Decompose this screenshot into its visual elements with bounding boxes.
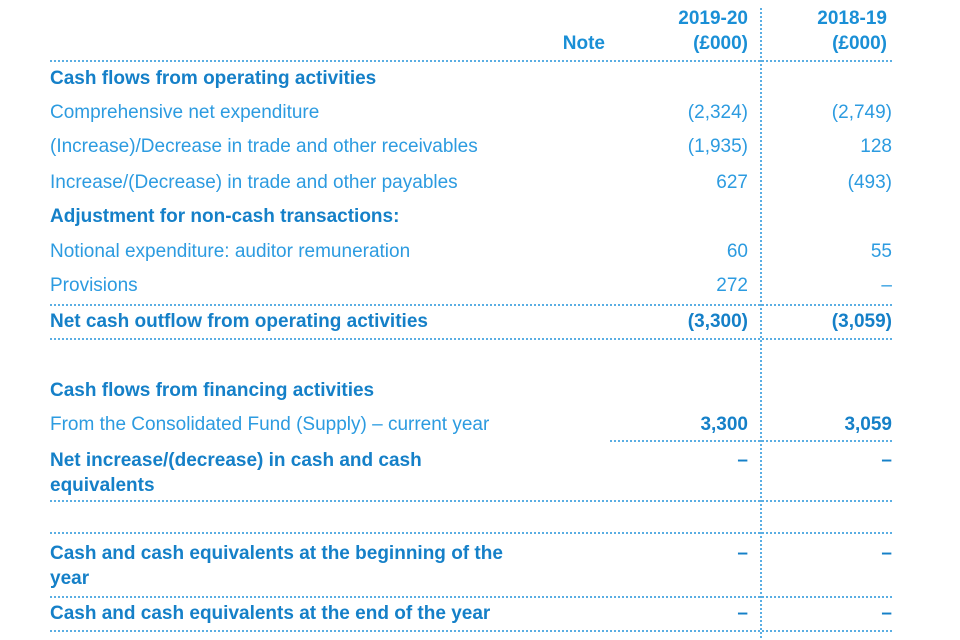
row-label: Net cash outflow from operating activities (50, 311, 428, 332)
value-2018-19: 3,059 (844, 414, 892, 435)
value-2018-19: 128 (860, 136, 892, 157)
subtotal-divider (742, 440, 892, 442)
col1-unit-label: (£000) (693, 33, 748, 54)
row-divider (50, 596, 892, 598)
col2-unit-label: (£000) (832, 33, 887, 54)
value-2018-19: – (881, 450, 892, 471)
value-2018-19: (2,749) (831, 102, 892, 123)
row-label: Increase/(Decrease) in trade and other payables (50, 172, 458, 193)
value-2018-19: – (881, 275, 892, 296)
row-label: Notional expenditure: auditor remuneration (50, 241, 411, 262)
value-2019-20: – (737, 603, 748, 624)
header-divider (50, 60, 892, 62)
row-label: Cash and cash equivalents at the end of the year (50, 603, 491, 624)
value-2019-20: 627 (716, 172, 748, 193)
row-label: Provisions (50, 275, 138, 296)
value-2019-20: (2,324) (687, 102, 748, 123)
col1-year-label: 2019-20 (678, 8, 748, 29)
value-2019-20: (3,300) (687, 311, 748, 332)
section-heading: Cash flows from financing activities (50, 380, 375, 401)
value-2018-19: (3,059) (831, 311, 892, 332)
value-2019-20: (1,935) (687, 136, 748, 157)
value-2019-20: – (737, 450, 748, 471)
value-2019-20: 60 (726, 241, 748, 262)
row-divider (50, 338, 892, 340)
value-2018-19: – (881, 543, 892, 564)
row-divider (50, 500, 892, 502)
year-2018-19-column-header (780, 6, 887, 56)
row-label: Net increase/(decrease) in cash and cash equivalents (50, 450, 422, 496)
row-label: Cash and cash equivalents at the beginning of the year (50, 543, 503, 589)
value-2019-20: 3,300 (700, 414, 748, 435)
row-divider (50, 532, 892, 534)
value-2018-19: (493) (847, 172, 892, 193)
value-2018-19: 55 (870, 241, 892, 262)
col2-year-label: 2018-19 (817, 8, 887, 29)
row-divider (50, 630, 892, 632)
subtotal-divider (610, 440, 760, 442)
note-header-label: Note (562, 33, 605, 54)
value-2019-20: – (737, 543, 748, 564)
year-2019-20-column-header (640, 6, 748, 56)
value-2019-20: 272 (716, 275, 748, 296)
section-heading: Cash flows from operating activities (50, 68, 377, 89)
row-divider (50, 304, 892, 306)
row-label: From the Consolidated Fund (Supply) – current year (50, 414, 490, 435)
note-column-header (520, 31, 605, 56)
row-label: Comprehensive net expenditure (50, 102, 320, 123)
value-2018-19: – (881, 603, 892, 624)
row-label: (Increase)/Decrease in trade and other receivables (50, 136, 478, 157)
section-heading: Adjustment for non-cash transactions: (50, 206, 400, 227)
